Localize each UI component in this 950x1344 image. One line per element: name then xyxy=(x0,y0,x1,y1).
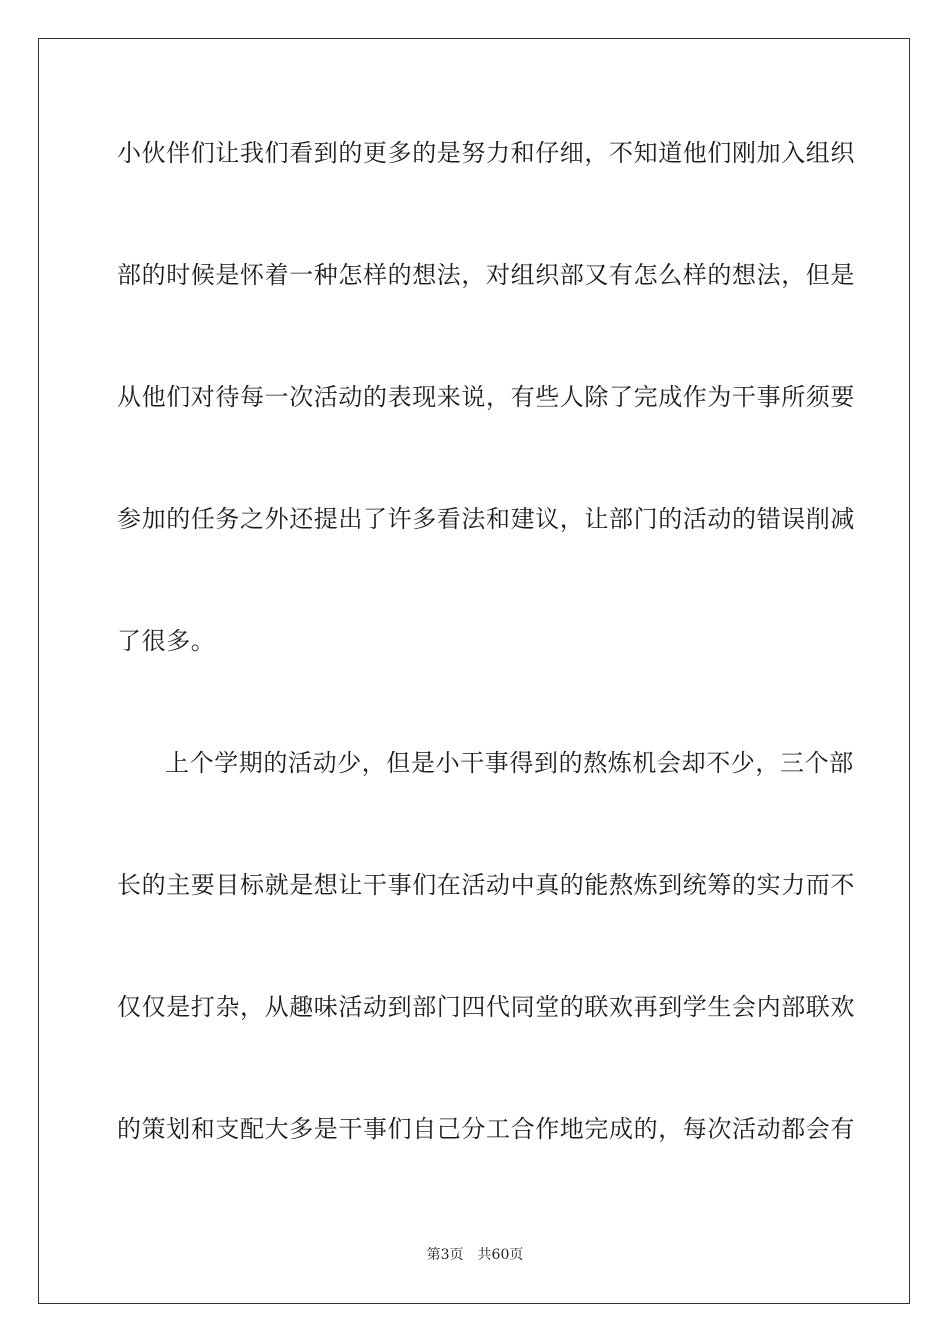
paragraph-line: 长的主要目标就是想让干事们在活动中真的能熬炼到统筹的实力而不 xyxy=(117,871,855,899)
paragraph-line: 小伙伴们让我们看到的更多的是努力和仔细，不知道他们刚加入组织 xyxy=(117,139,855,167)
paragraph-line: 从他们对待每一次活动的表现来说，有些人除了完成作为干事所须要 xyxy=(117,383,855,411)
paragraph-line: 仅仅是打杂，从趣味活动到部门四代同堂的联欢再到学生会内部联欢 xyxy=(117,993,855,1021)
paragraph-line: 的策划和支配大多是干事们自己分工合作地完成的，每次活动都会有 xyxy=(117,1115,855,1143)
paragraph-line: 部的时候是怀着一种怎样的想法，对组织部又有怎么样的想法，但是 xyxy=(117,261,855,289)
page-footer xyxy=(0,1245,950,1265)
paragraph-line: 了很多。 xyxy=(117,627,216,655)
page-number: 第3页 xyxy=(426,1247,464,1263)
paragraph-line: 上个学期的活动少，但是小干事得到的熬炼机会却不少，三个部 xyxy=(165,749,854,777)
paragraph-line: 参加的任务之外还提出了许多看法和建议，让部门的活动的错误削减 xyxy=(117,505,855,533)
page-total: 共60页 xyxy=(477,1247,524,1263)
